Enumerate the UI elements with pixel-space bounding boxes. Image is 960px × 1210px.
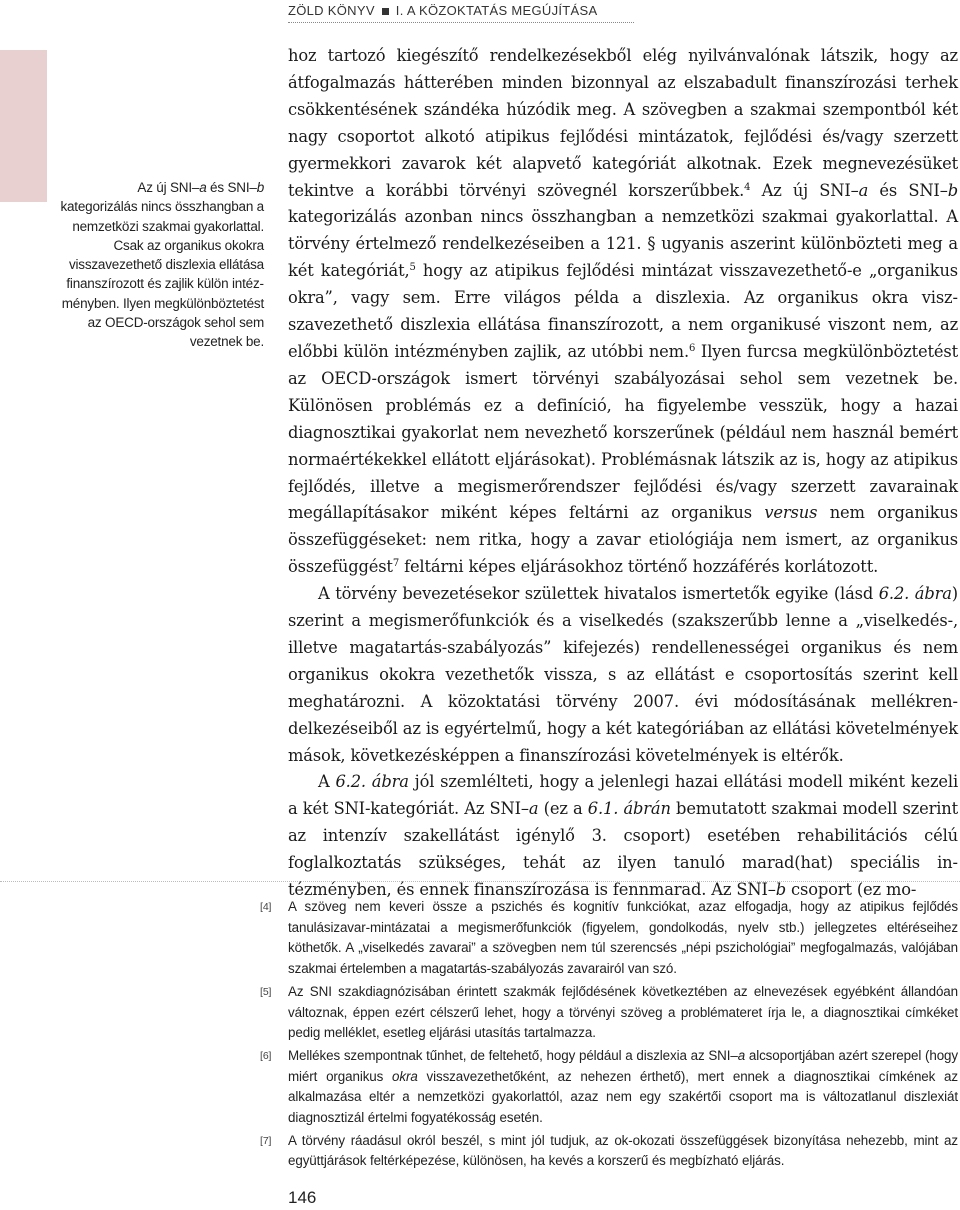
paragraph	[288, 43, 958, 581]
text-run: A	[318, 772, 336, 792]
italic-run: b	[775, 880, 787, 900]
figure-reference: 6.1. ábrán	[587, 799, 671, 819]
text-run: bemutatott szakmai modell szerint az intenzív szakellátást igénylő 3. csoport) esetében rehabilitációs célú foglalkoztatás szükséges, tehát az ilyen tanuló marad(hat) speciális intézményben, és ennek finanszírozása is fennmarad. Az SNI–	[288, 799, 959, 900]
main-text	[288, 43, 958, 904]
margin-note	[60, 178, 264, 352]
italic-run: b	[947, 180, 958, 200]
text-run: ) szerint a megismerőfunkciók és a viselkedés (szakszerűbb lenne a „viselkedés-, illetve magatartás-szabályozás” kifejezés) rendellenességei organikus és nem organikus okokra vezethetők vissza, s az ellátást e csoportosítás szerint kell meghatározni. A közoktatási törvény 2007. évi módosításának mellékrendelkezéseiből az is egyértelmű, hogy a két kategóriában az ellátási követelmények mások, következésképpen a finanszírozási követelmények is eltérők.	[288, 584, 958, 765]
footnote-number: [5]	[260, 985, 272, 998]
margin-note-text: Az új SNI–	[137, 180, 200, 195]
paragraph	[288, 581, 958, 769]
text-run: Ilyen furcsa megkülönböztetést az OECD-országok ismert törvényi szabályozásai sehol sem vezetnek be. Különösen problémás ez a definíció, ha figyelembe vesszük, hogy a hazai diagnosztikai gyakorlat nem nevezhető korszerűnek (például nem használ bemért normaértékekkel ellátott eljárásokat). Problémásnak látszik az is, hogy az atipikus fejlődés, illetve a megismerőrendszer fejlődési és/vagy szerzett zavarainak megállapításakor miként képes feltárni az organikus	[288, 341, 958, 523]
text-run: Mellékes szempontnak tűnhet, de feltehető, hogy például a diszlexia az SNI–	[288, 1047, 738, 1063]
footnote-number: [7]	[260, 1134, 272, 1147]
text-run: visszavezethetőként, az nehezen érthető), mert ennek a diagnosztikai címkének az alkalmazása eltér a nemzetközi gyakorlattól, azaz nem egy szakértői csoport ma is változatlanul diszlexiát diagnosztizál értelmi fogyatékosság esetén.	[288, 1068, 958, 1126]
margin-note-text: és SNI–	[206, 180, 257, 195]
text-run: és SNI–	[868, 180, 948, 200]
margin-note-italic: b	[256, 180, 264, 195]
text-run: alcsoportjában azért szerepel (hogy miért organikus	[288, 1047, 958, 1084]
footnote-text: A törvény ráadásul okról beszél, s mint jól tudjuk, az ok-okozati összefüggések bizonyítása nehezebb, mint az együttjárások feltérképezése, különösen, ha kevés a korszerű és megbízható eljárás.	[288, 1132, 958, 1169]
text-run: A törvény bevezetésekor születtek hivatalos ismertetők egyike (lásd	[318, 584, 879, 604]
footnotes	[260, 897, 958, 1174]
italic-run: okra	[392, 1068, 418, 1084]
margin-note-text: kategorizálás nincs összhangban a nemzetközi szakmai gyakorlattal. Csak az organikus okokra visszavezethető diszlexia ellátása finanszírozott és zajlik külön intézményben. Ilyen megkülönböztetést az OECD-országok sehol sem vezetnek be.	[60, 199, 264, 350]
footnote-text: A szöveg nem keveri össze a pszichés és kognitív funkciókat, azaz elfogadja, hogy az atipikus fejlődés tanulásizavar-mintázatai a megismerőfunkciók (figyelem, gondolkodás, nyelv stb.) jellegzetes eltéréseihez köthetők. A „viselkedés zavarai” a szövegben nem túl szerencsés „népi pszichológiai” megfogalmazás, valójában szakmai értelemben a magatartás-szabályozás zavarairól van szó.	[288, 899, 958, 977]
figure-reference: 6.2. ábra	[878, 584, 952, 604]
footnote-text: Az SNI szakdiagnózisában érintett szakmák fejlődésének következtében az elnevezések egyébként állandóan változnak, éppen ezért célszerű lehet, hogy a törvényi szöveg a problémateret írja le, a diagnosztikai címkéket pedig melléklet, esetleg eljárási utasítás tartalmazza.	[288, 983, 958, 1041]
text-run: hoz tartozó kiegészítő rendelkezésekből elég nyilvánvalónak látszik, hogy az átfogalmazás hátterében minden bizonnyal az elszabadult finanszírozási terhek csökkentésének szándéka húzódik meg. A szövegben a szakmai szempontból két nagy csoportot alkotó atipikus fejlődési mintázatok, fejlődési és/vagy szerzett gyermekkori zavarok két alapvető kategóriát alkotnak. Ezek megnevezésüket tekintve a korábbi törvényi szövegnél korszerűbbek.	[288, 46, 958, 200]
footnote-ref[interactable]: 7	[392, 558, 400, 570]
text-run: kategorizálás azonban nincs összhangban a nemzetközi szakmai gyakorlattal. A törvény értelmező rendelkezéseiben a 121. § ugyanis aszerint különbözteti meg a két kategóriát,	[288, 207, 958, 281]
footnote-number: [6]	[260, 1049, 272, 1062]
footnote	[260, 982, 958, 1044]
text-run: hogy az atipikus fejlődési mintázat visszavezethető-e „organikus okra”, vagy sem. Erre világos példa a diszlexia. Az organikus okra viszszavezethető diszlexia ellátása finanszírozott, a nem organikusé viszont nem, az előbbi külön intézményben zajlik, az utóbbi nem.	[288, 261, 959, 361]
margin-accent-box	[0, 50, 47, 202]
footnote-text	[288, 1046, 958, 1129]
margin-note-italic: a	[199, 180, 207, 195]
footnote-number: [4]	[260, 901, 272, 913]
italic-run: a	[737, 1047, 746, 1063]
italic-run: a	[528, 799, 539, 819]
header-book-title: ZÖLD KÖNYV	[288, 3, 375, 18]
paragraph	[288, 769, 958, 904]
text-run: jól szemlélteti, hogy a jelenlegi hazai ellátási modell miként kezeli a két SNI-kategóriát. Az SNI–	[288, 772, 958, 819]
footnote	[260, 1131, 958, 1172]
footnote-ref[interactable]: 6	[688, 342, 696, 354]
header-section-title: I. A KÖZOKTATÁS MEGÚJÍTÁSA	[395, 3, 598, 18]
square-bullet-icon	[382, 8, 389, 15]
footnote-divider	[0, 881, 960, 882]
text-run: nem organikus összefüggéseket: nem ritka, hogy a zavar etiológiája nem ismert, az organikus összefüggést	[288, 503, 958, 577]
figure-reference: 6.2. ábra	[335, 772, 409, 792]
footnote-ref[interactable]: 5	[409, 262, 416, 274]
italic-run: a	[858, 180, 869, 200]
text-run: Az új SNI–	[750, 180, 859, 200]
footnote-ref[interactable]: 4	[744, 181, 751, 193]
running-header	[288, 0, 634, 23]
footnote	[260, 897, 958, 980]
text-run: csoport (ez mo-	[786, 880, 917, 900]
page-number: 146	[288, 1188, 317, 1207]
italic-run: versus	[764, 503, 818, 523]
text-run: feltárni képes eljárásokhoz történő hozzáférés korlátozott.	[399, 557, 879, 577]
footnote	[260, 1046, 958, 1129]
text-run: (ez a	[538, 799, 588, 819]
